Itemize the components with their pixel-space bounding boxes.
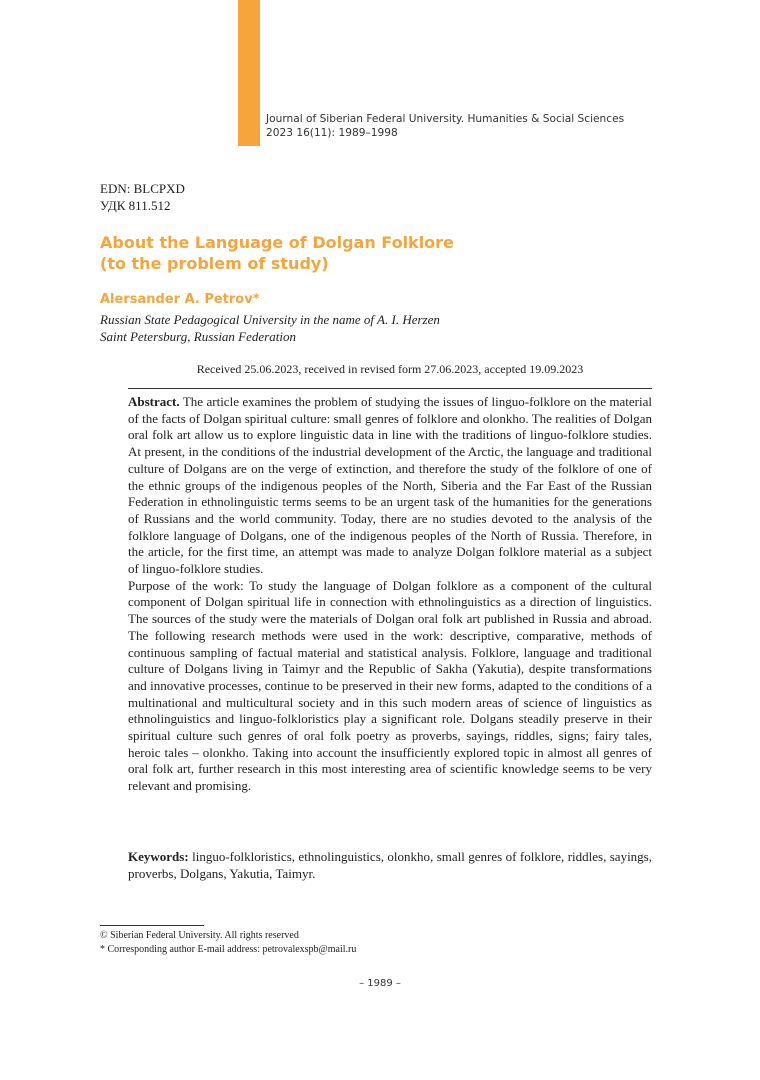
article-title xyxy=(100,232,454,274)
footnote-divider xyxy=(100,925,204,926)
author-affiliation xyxy=(100,311,440,345)
abstract-text-1: The article examines the problem of studying the issues of linguo-folklore on the material of the facts of Dolgan spiritual culture: small genres of folklore and olonkho. The realities of Dolgan oral folk art allow us to explore linguistic data in line with the traditions of linguo-folklore studies. At present, in the conditions of the industrial development of the Arctic, the language and traditional culture of Dolgans are on the verge of extinction, and therefore the study of the folklore of one of the ethnic groups of the indigenous peoples of the North, Siberia and the Far East of the Russian Federation in ethnolinguistic terms seems to be an urgent task of the humanities for the generations of Russians and the world community. Today, there are no studies devoted to the analysis of the folklore language of Dolgans, one of the indigenous peoples of the North of Russia. Therefore, in the article, for the first time, an attempt was made to analyze Dolgan folklore material as a subject of linguo-folklore studies. xyxy=(128,394,652,577)
author-name: Alersander A. Petrov* xyxy=(100,292,260,307)
abstract xyxy=(128,394,652,795)
journal-header xyxy=(266,112,624,140)
edn-code: EDN: BLCPXD xyxy=(100,181,185,196)
abstract-paragraph-2: Purpose of the work: To study the language of Dolgan folklore as a component of the cultural component of Dolgan spiritual life in connection with ethnolinguistics as a direction of linguistics. The sources of the study were the materials of Dolgan oral folk art published in Russia and abroad. The following research methods were used in the work: descriptive, comparative, methods of continuous sampling of factual material and statistical analysis. Folklore, language and traditional culture of Dolgans living in Taimyr and the Republic of Sakha (Yakutia), despite transformations and innovative processes, continue to be preserved in their new forms, adapted to the conditions of a multinational and multicultural society and in this such modern areas of science of linguistics as ethnolinguistics and linguo-folkloristics play a significant role. Dolgans steadily preserve in their spiritual culture such genres of oral folk poetry as proverbs, sayings, riddles, signs; fairy tales, heroic tales – olonkho. Taking into account the insufficiently explored topic in almost all genres of oral folk art, further research in this most interesting area of scientific knowledge seems to be very relevant and promising. xyxy=(128,577,652,794)
abstract-paragraph-1 xyxy=(128,394,652,578)
affiliation-institution: Russian State Pedagogical University in the name of A. I. Herzen xyxy=(100,312,440,327)
abstract-divider xyxy=(128,388,652,389)
accent-bar xyxy=(238,0,260,146)
article-identifiers xyxy=(100,180,185,214)
journal-title: Journal of Siberian Federal University. Humanities & Social Sciences xyxy=(266,113,625,125)
footnotes xyxy=(100,929,356,957)
title-line-2: (to the problem of study) xyxy=(100,254,329,273)
journal-issue: 2023 16(11): 1989–1998 xyxy=(266,127,398,139)
keywords-label: Keywords: xyxy=(128,849,189,864)
keywords xyxy=(128,849,652,882)
affiliation-location: Saint Petersburg, Russian Federation xyxy=(100,329,296,344)
keywords-text: linguo-folkloristics, ethnolinguistics, olonkho, small genres of folklore, riddles, sayings, proverbs, Dolgans, Yakutia, Taimyr. xyxy=(128,849,652,881)
page-number: – 1989 – xyxy=(359,978,401,989)
title-line-1: About the Language of Dolgan Folklore xyxy=(100,233,454,252)
corresponding-author-note: * Corresponding author E-mail address: petrovalexspb@mail.ru xyxy=(100,944,357,955)
keywords-paragraph xyxy=(128,849,652,882)
abstract-label: Abstract. xyxy=(128,394,180,409)
udk-code: УДК 811.512 xyxy=(100,198,171,213)
copyright-note: © Siberian Federal University. All rights reserved xyxy=(100,930,299,941)
received-dates: Received 25.06.2023, received in revised form 27.06.2023, accepted 19.09.2023 xyxy=(196,362,584,376)
